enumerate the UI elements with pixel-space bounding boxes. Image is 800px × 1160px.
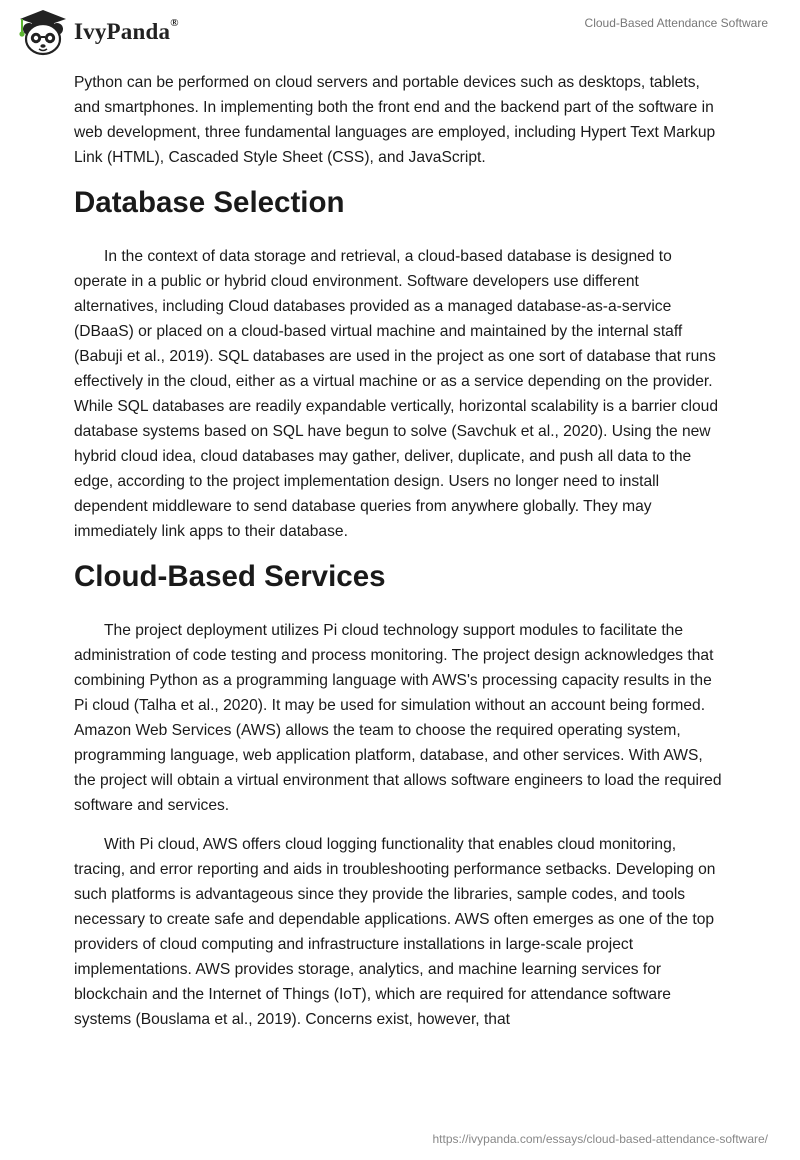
- ivypanda-logo[interactable]: [16, 8, 179, 56]
- source-url[interactable]: https://ivypanda.com/essays/cloud-based-attendance-software/: [432, 1132, 768, 1146]
- paragraph-cloud-services-1: The project deployment utilizes Pi cloud technology support modules to facilitate the administration of code testing and process monitoring. The project design acknowledges that combining Python as a programming language with AWS's processing capacity results in the Pi cloud (Talha et al., 2020). It may be used for simulation without an account being formed. Amazon Web Services (AWS) allows the team to choose the required operating system, programming language, web application platform, database, and other services. With AWS, the project will obtain a virtual environment that allows software engineers to load the required software and services.: [74, 622, 722, 814]
- paragraph-database-selection: In the context of data storage and retrieval, a cloud-based database is designed to operate in a public or hybrid cloud environment. Software developers use different alternatives, including Cloud databases provided as a managed database-as-a-service (DBaaS) or placed on a cloud-based virtual machine and maintained by the internal staff (Babuji et al., 2019). SQL databases are used in the project as one sort of database that runs effectively in the cloud, either as a virtual machine or as a service depending on the provider. While SQL databases are readily expandable vertically, horizontal scalability is a barrier cloud database systems based on SQL have begun to solve (Savchuk et al., 2020). Using the new hybrid cloud idea, cloud databases may gather, deliver, duplicate, and push all data to the edge, according to the project implementation design. Users no longer need to install dependent middleware to send database queries from anywhere globally. They may immediately link apps to their database.: [74, 248, 718, 540]
- panda-graduate-icon: [16, 8, 70, 56]
- heading-database-selection: Database Selection: [74, 186, 345, 219]
- intro-paragraph: Python can be performed on cloud servers and portable devices such as desktops, tablets, and smartphones. In implementing both the front end and the backend part of the software in web development, three fundamental languages are employed, including Hypert Text Markup Link (HTML), Cascaded Style Sheet (CSS), and JavaScript.: [74, 74, 716, 166]
- essay-content: [74, 70, 726, 1046]
- page-header: [0, 0, 800, 64]
- document-title: Cloud-Based Attendance Software: [584, 16, 768, 30]
- registered-mark: ®: [170, 17, 179, 29]
- logo-wordmark: IvyPanda®: [74, 17, 179, 44]
- paragraph-cloud-services-2: With Pi cloud, AWS offers cloud logging functionality that enables cloud monitoring, tracing, and error reporting and aids in troubleshooting performance setbacks. Developing on such platforms is advantageous since they provide the libraries, sample codes, and tools necessary to create safe and dependable applications. AWS often emerges as one of the top providers of cloud computing and infrastructure installations in large-scale project implementations. AWS provides storage, analytics, and machine learning services for blockchain and the Internet of Things (IoT), which are required for attendance software systems (Bouslama et al., 2019). Concerns exist, however, that: [74, 836, 716, 1028]
- heading-cloud-based-services: Cloud-Based Services: [74, 560, 386, 593]
